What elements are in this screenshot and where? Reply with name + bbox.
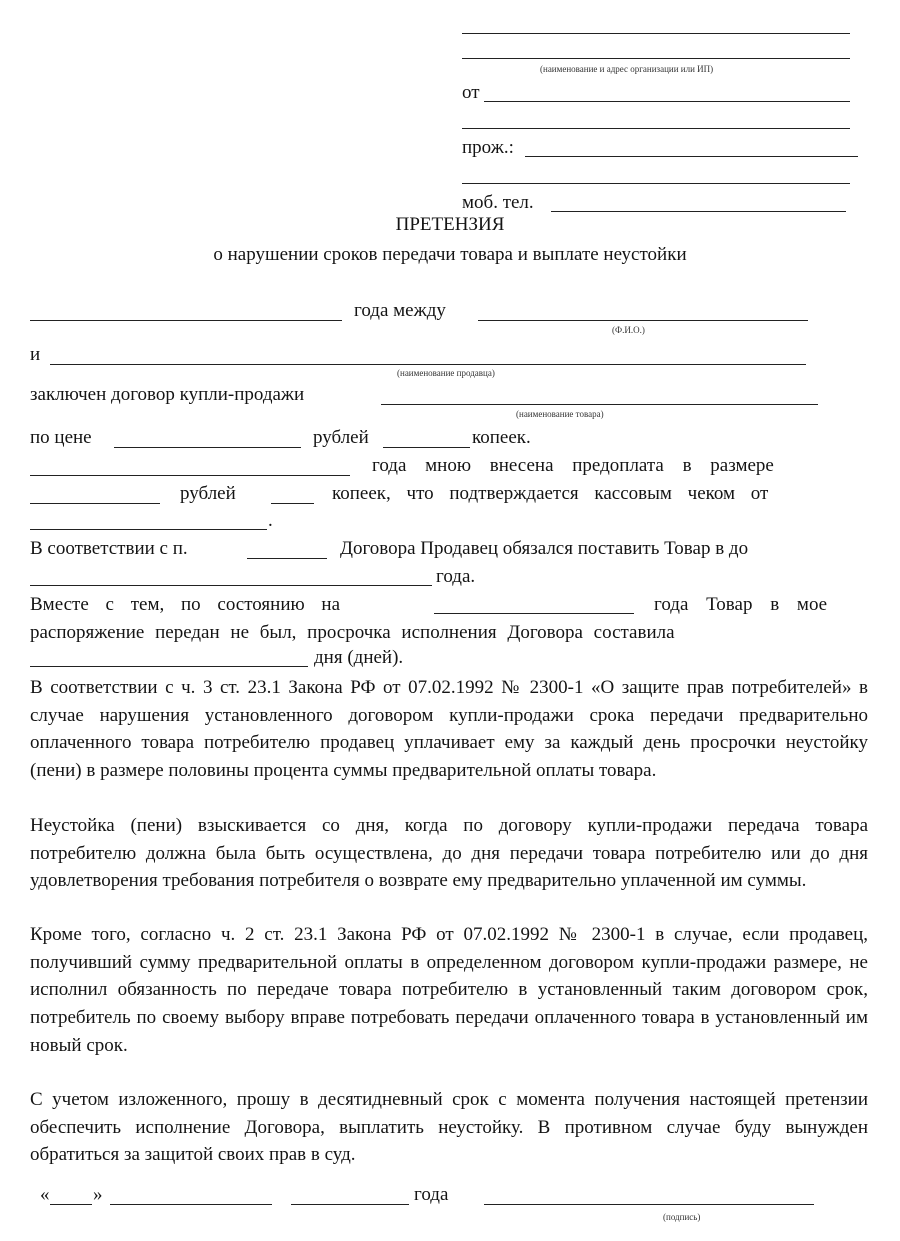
org-line-1[interactable] — [462, 33, 850, 34]
price-rubles-line[interactable] — [114, 447, 301, 448]
state-end: дня (дней). — [314, 647, 404, 668]
prepay-kopeks-line[interactable] — [271, 503, 314, 504]
year-between-label: года между — [354, 300, 446, 321]
buyer-name-line[interactable] — [478, 320, 808, 321]
year-line[interactable] — [291, 1204, 409, 1205]
org-caption: (наименование и адрес организации или ИП) — [540, 64, 714, 74]
goods-caption: (наименование товара) — [516, 409, 604, 419]
address-line-2[interactable] — [462, 183, 850, 184]
goods-line[interactable] — [381, 404, 818, 405]
date-line[interactable] — [30, 320, 342, 321]
clause-text-2: Договора Продавец обязался поставить Товар в до — [340, 538, 749, 559]
address-line[interactable] — [525, 156, 858, 157]
prepay-rubles-line[interactable] — [30, 503, 160, 504]
month-line[interactable] — [110, 1204, 272, 1205]
and-label: и — [30, 344, 41, 365]
prepay-rubles-label: рублей — [180, 483, 236, 504]
law-paragraph-1: В соответствии с ч. 3 ст. 23.1 Закона РФ от 07.02.1992 № 2300-1 «О защите прав потребителей» в случае нарушения установленного договором купли-продажи срока передачи предварительно оплаченного товара потребителю продавец уплачивает ему за каждый день просрочки неустойку (пени) в размере половины процента суммы предварительной оплаты товара. — [30, 677, 868, 782]
price-kopeks-label: копеек. — [472, 427, 531, 448]
prepay-text-1: года мною внесена предоплата в размере — [372, 455, 774, 476]
state-text-line-2: распоряжение передан не был, просрочка исполнения Договора составила — [30, 622, 675, 643]
state-text-1: Вместе с тем, по состоянию на — [30, 594, 341, 615]
contract-label: заключен договор купли-продажи — [30, 384, 305, 405]
from-line[interactable] — [484, 101, 850, 102]
delay-days-line[interactable] — [30, 666, 308, 667]
from-line-2[interactable] — [462, 128, 850, 129]
from-label: от — [462, 82, 480, 103]
seller-name-line[interactable] — [50, 364, 806, 365]
address-label: прож.: — [462, 137, 514, 158]
document-title: ПРЕТЕНЗИЯ — [395, 214, 505, 235]
seller-caption: (наименование продавца) — [397, 368, 495, 378]
price-rubles-label: рублей — [313, 427, 369, 448]
state-date-line[interactable] — [434, 613, 634, 614]
prepay-end: . — [268, 510, 273, 531]
phone-line[interactable] — [551, 211, 846, 212]
signature-caption: (подпись) — [663, 1212, 701, 1222]
org-line-2[interactable] — [462, 58, 850, 59]
clause-text-1: В соответствии с п. — [30, 538, 188, 559]
clause-number-line[interactable] — [247, 558, 327, 559]
year-label: года — [414, 1184, 449, 1205]
document-subtitle: о нарушении сроков передачи товара и выплате неустойки — [213, 244, 687, 265]
prepay-text-2: копеек, что подтверждается кассовым чеком от — [332, 483, 769, 504]
day-line[interactable] — [50, 1204, 92, 1205]
law-paragraph-2: Кроме того, согласно ч. 2 ст. 23.1 Закона РФ от 07.02.1992 № 2300-1 в случае, если продавец, получивший сумму предварительной оплаты в определенном договором купли-продажи размере, не исполнил обязанность по передаче товара потребителю в установленный таким договором срок, потребитель по своему выбору вправе потребовать передачи оплаченного товара в установленный им новый срок. — [30, 924, 868, 1056]
price-kopeks-line[interactable] — [383, 447, 470, 448]
quote-close: » — [93, 1184, 103, 1205]
phone-label: моб. тел. — [462, 192, 534, 213]
signature-line[interactable] — [484, 1204, 814, 1205]
prepay-date-line[interactable] — [30, 475, 350, 476]
delivery-date-line[interactable] — [30, 585, 432, 586]
fio-caption: (Ф.И.О.) — [612, 325, 645, 335]
price-label: по цене — [30, 427, 92, 448]
state-text-2: года Товар в мое — [654, 594, 828, 615]
clause-end: года. — [436, 566, 476, 587]
penalty-paragraph: Неустойка (пени) взыскивается со дня, когда по договору купли-продажи передача товара потребителю должна была быть осуществлена, до дня передачи товара потребителю или до дня удовлетворения требования потребителя о возврате ему предварительно уплаченной им суммы. — [30, 815, 868, 892]
quote-open: « — [40, 1184, 50, 1205]
request-paragraph: С учетом изложенного, прошу в десятидневный срок с момента получения настоящей претензии обеспечить исполнение Договора, выплатить неустойку. В противном случае буду вынужден обратиться за защитой своих прав в суд. — [30, 1089, 868, 1166]
receipt-date-line[interactable] — [30, 529, 267, 530]
